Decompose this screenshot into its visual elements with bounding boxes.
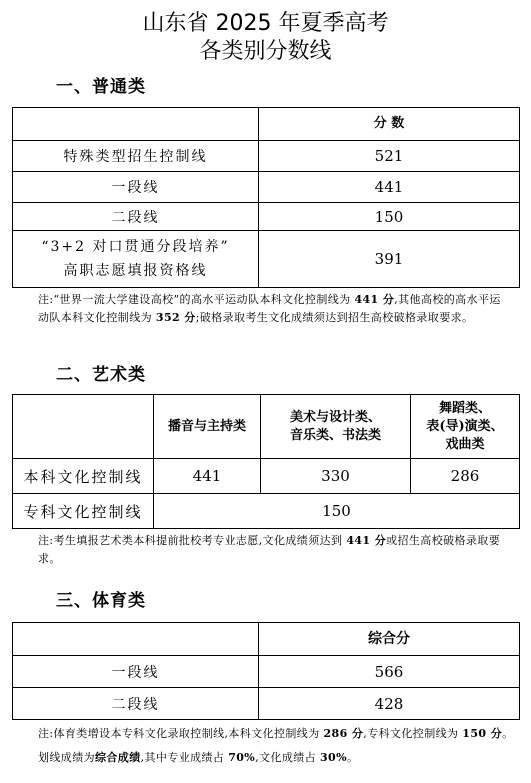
general-table — [12, 107, 520, 288]
page-title-line2: 各类别分数线 — [199, 39, 332, 64]
header-line: 表(导)演类、 — [426, 418, 504, 434]
page-title-line1: 山东省 2025 年夏季高考 — [142, 11, 389, 36]
note-text: ,文化成绩占 — [255, 751, 320, 764]
art-row-value: 150 — [154, 494, 520, 529]
table-row — [13, 656, 520, 688]
note-text: 注:考生填报艺术类本科提前批校考专业志愿,文化成绩须达到 — [38, 534, 347, 547]
note-text: ,其中专业成绩占 — [140, 751, 229, 764]
note-bold: 70% — [228, 751, 256, 764]
general-row-score: 391 — [259, 231, 520, 288]
note-bold: 30% — [319, 751, 347, 764]
art-row-label: 本科文化控制线 — [13, 459, 154, 494]
table-row — [13, 688, 520, 720]
table-row — [13, 172, 520, 203]
art-table — [12, 394, 520, 529]
note-text: 。 — [346, 751, 359, 764]
table-row — [13, 141, 520, 172]
general-score-header: 分 数 — [259, 108, 520, 141]
header-line: 戏曲类 — [445, 436, 485, 452]
note-text: ;破格录取考生文化成绩须达到招生高校破格录取要求。 — [195, 311, 474, 324]
note-bold: 441 分 — [354, 293, 395, 306]
sports-note — [38, 722, 516, 770]
note-text: 注:体育类增设本专科文化录取控制线,本科文化控制线为 — [38, 727, 324, 740]
header-line: 舞蹈类、 — [438, 400, 491, 416]
note-bold: 150 分 — [462, 727, 503, 740]
sports-table — [12, 622, 520, 720]
art-row-label: 专科文化控制线 — [13, 494, 154, 529]
sports-row-score: 566 — [259, 656, 520, 688]
sports-score-header: 综合分 — [259, 623, 520, 656]
general-row-label-line1: “3+2 对口贯通分段培养” — [41, 239, 230, 255]
art-header-blank — [13, 395, 154, 459]
note-bold: 352 分 — [155, 311, 196, 324]
note-text: 注:“世界一流大学建设高校”的高水平运动队本科文化控制线为 — [38, 293, 355, 306]
note-text: ,专科文化控制线为 — [363, 727, 463, 740]
general-row-label — [13, 231, 259, 288]
note-text: 或招生高校破格录取要求。 — [38, 534, 501, 565]
note-text: ,其他高校的高水平运动队本科文化控制线为 — [38, 293, 501, 324]
section-heading-art: 二、艺术类 — [56, 365, 146, 385]
section-heading-general: 一、普通类 — [56, 77, 146, 97]
general-row-label: 二段线 — [13, 203, 259, 231]
general-row-score: 441 — [259, 172, 520, 203]
general-header-blank — [13, 108, 259, 141]
note-text: 。划线成绩为 — [38, 727, 514, 764]
art-row-value: 441 — [154, 459, 261, 494]
general-row-score: 521 — [259, 141, 520, 172]
note-bold: 综合成绩 — [95, 751, 141, 764]
general-row-label-line2: 高职志愿填报资格线 — [63, 263, 208, 279]
table-row — [13, 459, 520, 494]
note-bold: 286 分 — [323, 727, 364, 740]
art-header-broadcast: 播音与主持类 — [154, 395, 261, 459]
sports-row-label: 二段线 — [13, 688, 259, 720]
note-bold: 441 分 — [346, 534, 387, 547]
general-row-score: 150 — [259, 203, 520, 231]
table-row — [13, 494, 520, 529]
general-note — [38, 291, 508, 327]
art-header-dance — [411, 395, 520, 459]
general-row-label: 特殊类型招生控制线 — [13, 141, 259, 172]
art-header-fine-arts — [261, 395, 411, 459]
art-row-value: 286 — [411, 459, 520, 494]
general-row-label: 一段线 — [13, 172, 259, 203]
art-note — [38, 532, 508, 568]
table-row — [13, 231, 520, 288]
table-row — [13, 203, 520, 231]
sports-row-label: 一段线 — [13, 656, 259, 688]
sports-header-blank — [13, 623, 259, 656]
header-line: 美术与设计类、 — [289, 409, 381, 425]
section-heading-sports: 三、体育类 — [56, 591, 146, 611]
sports-row-score: 428 — [259, 688, 520, 720]
art-row-value: 330 — [261, 459, 411, 494]
header-line: 音乐类、书法类 — [289, 427, 381, 443]
